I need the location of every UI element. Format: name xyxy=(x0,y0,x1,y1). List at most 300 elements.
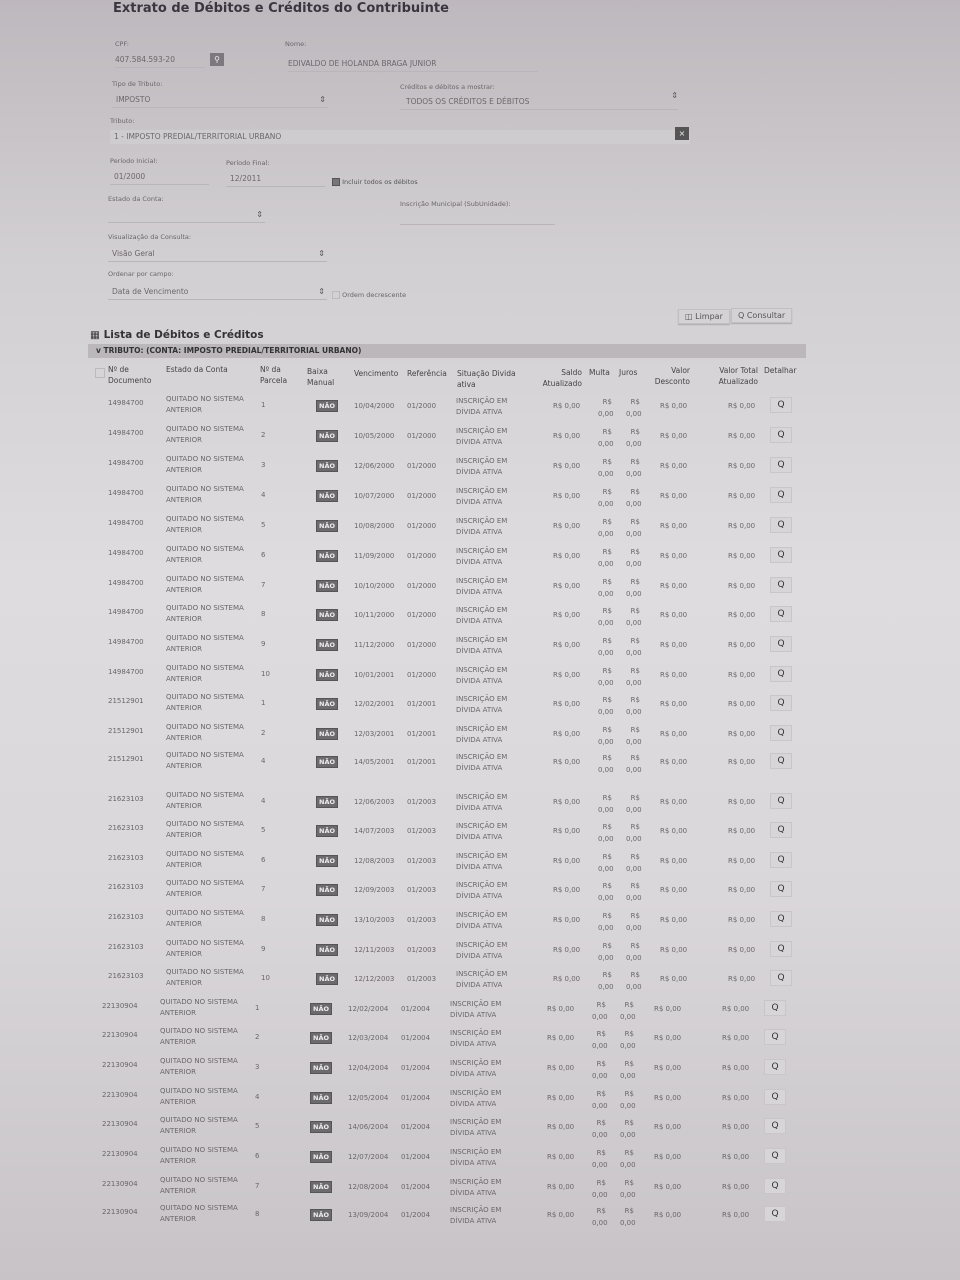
desconto-cell: R$ 0,00 xyxy=(660,798,688,806)
search-icon: Q xyxy=(777,639,785,649)
cpf-label: CPF: xyxy=(115,40,129,48)
limpar-button[interactable] xyxy=(678,309,730,324)
parcela-cell: 7 xyxy=(255,1182,260,1190)
tributo-group-header[interactable] xyxy=(88,344,806,358)
ordenar-select[interactable] xyxy=(108,287,327,300)
detalhar-button[interactable] xyxy=(770,397,792,413)
juros-cell: R$ 0,00 xyxy=(620,1119,636,1139)
referencia-cell: 01/2003 xyxy=(407,798,437,806)
estado-cell: QUITADO NO SISTEMA ANTERIOR xyxy=(166,850,244,869)
parcela-cell: 10 xyxy=(261,670,270,678)
periodo-final-field[interactable]: 12/2011 xyxy=(226,174,325,187)
vencimento-cell: 10/08/2000 xyxy=(354,522,395,530)
total-cell: R$ 0,00 xyxy=(722,1005,750,1013)
detalhar-button[interactable] xyxy=(770,517,792,533)
referencia-cell: 01/2000 xyxy=(407,641,437,649)
ordenar-value: Data de Vencimento xyxy=(112,287,189,296)
juros-cell: R$ 0,00 xyxy=(626,607,642,627)
detalhar-button[interactable] xyxy=(764,1178,786,1194)
saldo-cell: R$ 0,00 xyxy=(547,1034,575,1042)
saldo-cell: R$ 0,00 xyxy=(553,522,581,530)
estado-cell: QUITADO NO SISTEMA ANTERIOR xyxy=(160,1176,238,1195)
baixa-manual-badge: NÃO xyxy=(316,460,338,472)
detalhar-button[interactable] xyxy=(770,427,792,443)
parcela-cell: 6 xyxy=(261,551,266,559)
desconto-cell: R$ 0,00 xyxy=(654,1005,682,1013)
total-cell: R$ 0,00 xyxy=(728,798,756,806)
search-icon: Q xyxy=(771,1121,779,1131)
header-documento[interactable]: Nº de Documento xyxy=(108,365,152,385)
total-cell: R$ 0,00 xyxy=(728,916,756,924)
vencimento-cell: 12/08/2003 xyxy=(354,857,395,865)
estado-cell: QUITADO NO SISTEMA ANTERIOR xyxy=(166,968,244,987)
multa-cell: R$ 0,00 xyxy=(598,398,614,418)
table-row xyxy=(95,663,810,692)
desconto-cell: R$ 0,00 xyxy=(660,522,688,530)
parcela-cell: 3 xyxy=(261,461,266,469)
total-cell: R$ 0,00 xyxy=(728,886,756,894)
table-row xyxy=(89,1145,804,1174)
saldo-cell: R$ 0,00 xyxy=(547,1211,575,1219)
table-row xyxy=(95,750,810,779)
vencimento-cell: 12/03/2001 xyxy=(354,730,395,738)
parcela-cell: 9 xyxy=(261,945,266,953)
baixa-manual-badge: NÃO xyxy=(316,430,338,442)
juros-cell: R$ 0,00 xyxy=(620,1030,636,1050)
search-icon: ⚲ xyxy=(214,55,220,64)
juros-cell: R$ 0,00 xyxy=(626,912,642,932)
vencimento-cell: 12/03/2004 xyxy=(348,1034,389,1042)
detalhar-button[interactable] xyxy=(770,457,792,473)
table-row xyxy=(89,997,804,1026)
desconto-cell: R$ 0,00 xyxy=(654,1034,682,1042)
search-icon: Q xyxy=(771,1151,779,1161)
detalhar-button[interactable] xyxy=(764,1206,786,1222)
table-row xyxy=(95,938,810,967)
search-icon: Q xyxy=(777,698,785,708)
saldo-cell: R$ 0,00 xyxy=(553,916,581,924)
documento-cell: 14984700 xyxy=(108,429,144,437)
search-icon: Q xyxy=(771,1032,779,1042)
baixa-manual-badge: NÃO xyxy=(316,669,338,681)
saldo-cell: R$ 0,00 xyxy=(553,402,581,410)
ordenar-label: Ordenar por campo: xyxy=(108,270,174,278)
close-icon: × xyxy=(678,129,686,138)
parcela-cell: 7 xyxy=(261,885,266,893)
detalhar-button[interactable] xyxy=(764,1089,786,1105)
search-icon: Q xyxy=(777,669,785,679)
table-row xyxy=(95,424,810,453)
total-cell: R$ 0,00 xyxy=(722,1183,750,1191)
referencia-cell: 01/2000 xyxy=(407,462,437,470)
detalhar-button[interactable] xyxy=(770,793,792,809)
situacao-cell: INSCRIÇÃO EM DÍVIDA ATIVA xyxy=(456,606,508,625)
multa-cell: R$ 0,00 xyxy=(592,1149,608,1169)
search-icon: Q xyxy=(777,460,785,470)
saldo-cell: R$ 0,00 xyxy=(547,1064,575,1072)
situacao-cell: INSCRIÇÃO EM DÍVIDA ATIVA xyxy=(456,725,508,744)
creditos-debitos-select[interactable] xyxy=(400,91,678,110)
detalhar-button[interactable] xyxy=(770,666,792,682)
table-row xyxy=(89,1175,804,1204)
detalhar-button[interactable] xyxy=(770,911,792,927)
total-cell: R$ 0,00 xyxy=(722,1123,750,1131)
referencia-cell: 01/2004 xyxy=(401,1064,431,1072)
estado-cell: QUITADO NO SISTEMA ANTERIOR xyxy=(166,395,244,414)
search-icon: Q xyxy=(777,490,785,500)
search-icon: Q xyxy=(777,609,785,619)
multa-cell: R$ 0,00 xyxy=(592,1030,608,1050)
header-situacao[interactable]: Situação Divida ativa xyxy=(457,369,516,389)
juros-cell: R$ 0,00 xyxy=(626,853,642,873)
juros-cell: R$ 0,00 xyxy=(626,696,642,716)
search-icon: Q xyxy=(771,1092,779,1102)
juros-cell: R$ 0,00 xyxy=(626,726,642,746)
table-row xyxy=(89,1026,804,1055)
detalhar-button[interactable] xyxy=(770,970,792,986)
saldo-cell: R$ 0,00 xyxy=(553,827,581,835)
referencia-cell: 01/2004 xyxy=(401,1123,431,1131)
creditos-debitos-label: Créditos e débitos a mostrar: xyxy=(400,83,495,91)
juros-cell: R$ 0,00 xyxy=(620,1060,636,1080)
desconto-cell: R$ 0,00 xyxy=(654,1123,682,1131)
total-cell: R$ 0,00 xyxy=(728,758,756,766)
limpar-label: Limpar xyxy=(695,312,723,321)
juros-cell: R$ 0,00 xyxy=(620,1001,636,1021)
header-vencimento[interactable]: Vencimento xyxy=(354,369,399,378)
situacao-cell: INSCRIÇÃO EM DÍVIDA ATIVA xyxy=(456,753,508,772)
chevron-down-icon: v xyxy=(96,346,101,355)
detalhar-button[interactable] xyxy=(770,941,792,957)
estado-conta-select[interactable] xyxy=(108,210,265,223)
total-cell: R$ 0,00 xyxy=(728,946,756,954)
vencimento-cell: 12/02/2004 xyxy=(348,1005,389,1013)
referencia-cell: 01/2003 xyxy=(407,827,437,835)
detalhar-button[interactable] xyxy=(770,487,792,503)
juros-cell: R$ 0,00 xyxy=(626,578,642,598)
situacao-cell: INSCRIÇÃO EM DÍVIDA ATIVA xyxy=(456,881,508,900)
estado-cell: QUITADO NO SISTEMA ANTERIOR xyxy=(166,515,244,534)
situacao-cell: INSCRIÇÃO EM DÍVIDA ATIVA xyxy=(456,822,508,841)
estado-cell: QUITADO NO SISTEMA ANTERIOR xyxy=(166,634,244,653)
header-referencia[interactable]: Referência xyxy=(407,369,447,378)
baixa-manual-badge: NÃO xyxy=(310,1062,332,1074)
multa-cell: R$ 0,00 xyxy=(598,794,614,814)
referencia-cell: 01/2004 xyxy=(401,1211,431,1219)
desconto-cell: R$ 0,00 xyxy=(660,671,688,679)
detalhar-button[interactable] xyxy=(770,753,792,769)
cpf-field[interactable]: 407.584.593-20 xyxy=(115,55,205,68)
juros-cell: R$ 0,00 xyxy=(620,1149,636,1169)
situacao-cell: INSCRIÇÃO EM DÍVIDA ATIVA xyxy=(456,970,508,989)
search-icon: Q xyxy=(777,728,785,738)
detalhar-button[interactable] xyxy=(770,881,792,897)
select-all-checkbox[interactable] xyxy=(95,368,105,378)
documento-cell: 22130904 xyxy=(102,1091,138,1099)
search-icon: Q xyxy=(771,1181,779,1191)
search-icon: Q xyxy=(777,973,785,983)
vencimento-cell: 11/09/2000 xyxy=(354,552,395,560)
vencimento-cell: 10/10/2000 xyxy=(354,582,395,590)
juros-cell: R$ 0,00 xyxy=(626,458,642,478)
search-icon: Q xyxy=(777,825,785,835)
table-row xyxy=(89,1115,804,1144)
consultar-label: Consultar xyxy=(746,311,786,320)
saldo-cell: R$ 0,00 xyxy=(553,730,581,738)
documento-cell: 22130904 xyxy=(102,1150,138,1158)
multa-cell: R$ 0,00 xyxy=(598,458,614,478)
estado-conta-label: Estado da Conta: xyxy=(108,195,164,203)
baixa-manual-badge: NÃO xyxy=(316,944,338,956)
periodo-final-label: Período Final: xyxy=(226,159,270,167)
desconto-cell: R$ 0,00 xyxy=(660,611,688,619)
search-icon: Q xyxy=(777,430,785,440)
estado-cell: QUITADO NO SISTEMA ANTERIOR xyxy=(160,1146,238,1165)
search-icon: Q xyxy=(738,311,745,320)
situacao-cell: INSCRIÇÃO EM DÍVIDA ATIVA xyxy=(456,427,508,446)
header-saldo[interactable]: Saldo Atualizado xyxy=(542,368,582,388)
detalhar-button[interactable] xyxy=(770,852,792,868)
vencimento-cell: 12/11/2003 xyxy=(354,946,395,954)
cpf-search-button[interactable] xyxy=(210,53,224,66)
visualizacao-select[interactable] xyxy=(108,249,327,262)
estado-cell: QUITADO NO SISTEMA ANTERIOR xyxy=(166,751,244,770)
nome-field[interactable]: EDIVALDO DE HOLANDA BRAGA JUNIOR xyxy=(288,59,538,72)
multa-cell: R$ 0,00 xyxy=(598,667,614,687)
documento-cell: 21623103 xyxy=(108,854,144,862)
multa-cell: R$ 0,00 xyxy=(598,882,614,902)
search-icon: Q xyxy=(777,756,785,766)
referencia-cell: 01/2004 xyxy=(401,1034,431,1042)
tipo-tributo-select[interactable] xyxy=(112,95,328,108)
multa-cell: R$ 0,00 xyxy=(592,1179,608,1199)
saldo-cell: R$ 0,00 xyxy=(553,611,581,619)
detalhar-button[interactable] xyxy=(770,725,792,741)
detalhar-button[interactable] xyxy=(770,577,792,593)
parcela-cell: 4 xyxy=(261,757,266,765)
consultar-button[interactable] xyxy=(731,308,792,323)
table-row xyxy=(95,603,810,632)
estado-cell: QUITADO NO SISTEMA ANTERIOR xyxy=(166,425,244,444)
select-arrow-icon: ⇕ xyxy=(671,91,678,100)
multa-cell: R$ 0,00 xyxy=(598,428,614,448)
referencia-cell: 01/2003 xyxy=(407,857,437,865)
page-title: Extrato de Débitos e Créditos do Contribuinte xyxy=(113,1,449,16)
incluir-todos-checkbox[interactable] xyxy=(332,178,418,186)
juros-cell: R$ 0,00 xyxy=(620,1090,636,1110)
baixa-manual-badge: NÃO xyxy=(316,609,338,621)
total-cell: R$ 0,00 xyxy=(728,857,756,865)
total-cell: R$ 0,00 xyxy=(728,975,756,983)
baixa-manual-badge: NÃO xyxy=(316,490,338,502)
total-cell: R$ 0,00 xyxy=(728,730,756,738)
header-total[interactable]: Valor Total Atualizado xyxy=(718,366,758,386)
saldo-cell: R$ 0,00 xyxy=(553,641,581,649)
parcela-cell: 5 xyxy=(261,521,266,529)
juros-cell: R$ 0,00 xyxy=(626,942,642,962)
header-juros[interactable]: Juros xyxy=(619,368,638,377)
parcela-cell: 8 xyxy=(255,1210,260,1218)
detalhar-button[interactable] xyxy=(770,547,792,563)
select-arrow-icon: ⇕ xyxy=(318,287,325,296)
total-cell: R$ 0,00 xyxy=(728,611,756,619)
referencia-cell: 01/2003 xyxy=(407,946,437,954)
saldo-cell: R$ 0,00 xyxy=(553,798,581,806)
total-cell: R$ 0,00 xyxy=(722,1211,750,1219)
header-parcela[interactable]: Nº da Parcela xyxy=(260,365,288,385)
vencimento-cell: 10/04/2000 xyxy=(354,402,395,410)
header-baixa[interactable]: Baixa Manual xyxy=(307,367,335,387)
situacao-cell: INSCRIÇÃO EM DÍVIDA ATIVA xyxy=(456,547,508,566)
vencimento-cell: 14/07/2003 xyxy=(354,827,395,835)
situacao-cell: INSCRIÇÃO EM DÍVIDA ATIVA xyxy=(450,1000,502,1019)
vencimento-cell: 10/11/2000 xyxy=(354,611,395,619)
juros-cell: R$ 0,00 xyxy=(626,971,642,991)
estado-cell: QUITADO NO SISTEMA ANTERIOR xyxy=(166,879,244,898)
checkbox-checked-icon xyxy=(332,178,340,186)
documento-cell: 22130904 xyxy=(102,1120,138,1128)
checkbox-unchecked-icon xyxy=(332,291,340,299)
visualizacao-label: Visualização da Consulta: xyxy=(108,233,192,241)
trash-icon: ◫ xyxy=(685,312,693,321)
baixa-manual-badge: NÃO xyxy=(316,400,338,412)
baixa-manual-badge: NÃO xyxy=(316,698,338,710)
baixa-manual-badge: NÃO xyxy=(316,884,338,896)
desconto-cell: R$ 0,00 xyxy=(660,582,688,590)
situacao-cell: INSCRIÇÃO EM DÍVIDA ATIVA xyxy=(450,1148,502,1167)
estado-cell: QUITADO NO SISTEMA ANTERIOR xyxy=(160,1057,238,1076)
table-row xyxy=(95,849,810,878)
table-row xyxy=(95,633,810,662)
total-cell: R$ 0,00 xyxy=(722,1094,750,1102)
estado-cell: QUITADO NO SISTEMA ANTERIOR xyxy=(166,455,244,474)
documento-cell: 21623103 xyxy=(108,972,144,980)
multa-cell: R$ 0,00 xyxy=(598,607,614,627)
desconto-cell: R$ 0,00 xyxy=(660,886,688,894)
header-detalhar: Detalhar xyxy=(764,366,797,375)
total-cell: R$ 0,00 xyxy=(728,492,756,500)
select-arrow-icon: ⇕ xyxy=(319,95,326,104)
juros-cell: R$ 0,00 xyxy=(626,794,642,814)
parcela-cell: 8 xyxy=(261,610,266,618)
desconto-cell: R$ 0,00 xyxy=(660,432,688,440)
baixa-manual-badge: NÃO xyxy=(310,1092,332,1104)
detalhar-button[interactable] xyxy=(764,1000,786,1016)
baixa-manual-badge: NÃO xyxy=(316,520,338,532)
parcela-cell: 9 xyxy=(261,640,266,648)
referencia-cell: 01/2000 xyxy=(407,432,437,440)
saldo-cell: R$ 0,00 xyxy=(547,1123,575,1131)
parcela-cell: 4 xyxy=(261,491,266,499)
referencia-cell: 01/2004 xyxy=(401,1153,431,1161)
tributo-clear-button[interactable] xyxy=(675,127,689,140)
table-row xyxy=(95,544,810,573)
saldo-cell: R$ 0,00 xyxy=(553,462,581,470)
ordem-decrescente-checkbox[interactable] xyxy=(332,291,406,299)
juros-cell: R$ 0,00 xyxy=(626,518,642,538)
vencimento-cell: 12/09/2003 xyxy=(354,886,395,894)
detalhar-button[interactable] xyxy=(764,1118,786,1134)
detalhar-button[interactable] xyxy=(764,1059,786,1075)
detalhar-button[interactable] xyxy=(764,1029,786,1045)
documento-cell: 21512901 xyxy=(108,755,144,763)
baixa-manual-badge: NÃO xyxy=(316,580,338,592)
baixa-manual-badge: NÃO xyxy=(310,1003,332,1015)
header-estado[interactable]: Estado da Conta xyxy=(166,365,228,374)
multa-cell: R$ 0,00 xyxy=(592,1060,608,1080)
baixa-manual-badge: NÃO xyxy=(310,1181,332,1193)
referencia-cell: 01/2001 xyxy=(407,700,437,708)
saldo-cell: R$ 0,00 xyxy=(553,671,581,679)
periodo-inicial-field[interactable]: 01/2000 xyxy=(110,172,209,185)
search-icon: Q xyxy=(777,944,785,954)
total-cell: R$ 0,00 xyxy=(722,1034,750,1042)
table-row xyxy=(95,574,810,603)
desconto-cell: R$ 0,00 xyxy=(660,827,688,835)
estado-cell: QUITADO NO SISTEMA ANTERIOR xyxy=(166,693,244,712)
situacao-cell: INSCRIÇÃO EM DÍVIDA ATIVA xyxy=(450,1059,502,1078)
estado-cell: QUITADO NO SISTEMA ANTERIOR xyxy=(166,820,244,839)
desconto-cell: R$ 0,00 xyxy=(660,946,688,954)
parcela-cell: 8 xyxy=(261,915,266,923)
header-multa[interactable]: Multa xyxy=(589,368,610,377)
vencimento-cell: 12/02/2001 xyxy=(354,700,395,708)
documento-cell: 21623103 xyxy=(108,824,144,832)
saldo-cell: R$ 0,00 xyxy=(553,758,581,766)
table-row xyxy=(89,1086,804,1115)
multa-cell: R$ 0,00 xyxy=(598,548,614,568)
inscricao-municipal-field[interactable] xyxy=(400,214,555,225)
multa-cell: R$ 0,00 xyxy=(598,518,614,538)
estado-cell: QUITADO NO SISTEMA ANTERIOR xyxy=(160,1087,238,1106)
situacao-cell: INSCRIÇÃO EM DÍVIDA ATIVA xyxy=(456,517,508,536)
vencimento-cell: 11/12/2000 xyxy=(354,641,395,649)
desconto-cell: R$ 0,00 xyxy=(654,1064,682,1072)
total-cell: R$ 0,00 xyxy=(728,522,756,530)
ordem-decrescente-label: Ordem decrescente xyxy=(342,291,407,299)
parcela-cell: 10 xyxy=(261,974,270,982)
detalhar-button[interactable] xyxy=(770,822,792,838)
tributo-value: 1 - IMPOSTO PREDIAL/TERRITORIAL URBANO xyxy=(114,132,282,141)
documento-cell: 21623103 xyxy=(108,883,144,891)
desconto-cell: R$ 0,00 xyxy=(660,641,688,649)
multa-cell: R$ 0,00 xyxy=(598,912,614,932)
juros-cell: R$ 0,00 xyxy=(626,882,642,902)
detalhar-button[interactable] xyxy=(770,636,792,652)
situacao-cell: INSCRIÇÃO EM DÍVIDA ATIVA xyxy=(456,911,508,930)
estado-cell: QUITADO NO SISTEMA ANTERIOR xyxy=(160,998,238,1017)
saldo-cell: R$ 0,00 xyxy=(547,1094,575,1102)
total-cell: R$ 0,00 xyxy=(728,827,756,835)
search-icon: Q xyxy=(771,1062,779,1072)
desconto-cell: R$ 0,00 xyxy=(654,1094,682,1102)
detalhar-button[interactable] xyxy=(764,1148,786,1164)
saldo-cell: R$ 0,00 xyxy=(553,975,581,983)
periodo-inicial-label: Período Inicial: xyxy=(110,157,158,165)
documento-cell: 14984700 xyxy=(108,399,144,407)
documento-cell: 21623103 xyxy=(108,943,144,951)
estado-cell: QUITADO NO SISTEMA ANTERIOR xyxy=(166,909,244,928)
search-icon: Q xyxy=(771,1003,779,1013)
vencimento-cell: 13/09/2004 xyxy=(348,1211,389,1219)
desconto-cell: R$ 0,00 xyxy=(660,492,688,500)
tributo-field[interactable] xyxy=(110,130,690,144)
detalhar-button[interactable] xyxy=(770,606,792,622)
header-desconto[interactable]: Valor Desconto xyxy=(654,366,690,386)
multa-cell: R$ 0,00 xyxy=(598,726,614,746)
baixa-manual-badge: NÃO xyxy=(316,914,338,926)
detalhar-button[interactable] xyxy=(770,695,792,711)
